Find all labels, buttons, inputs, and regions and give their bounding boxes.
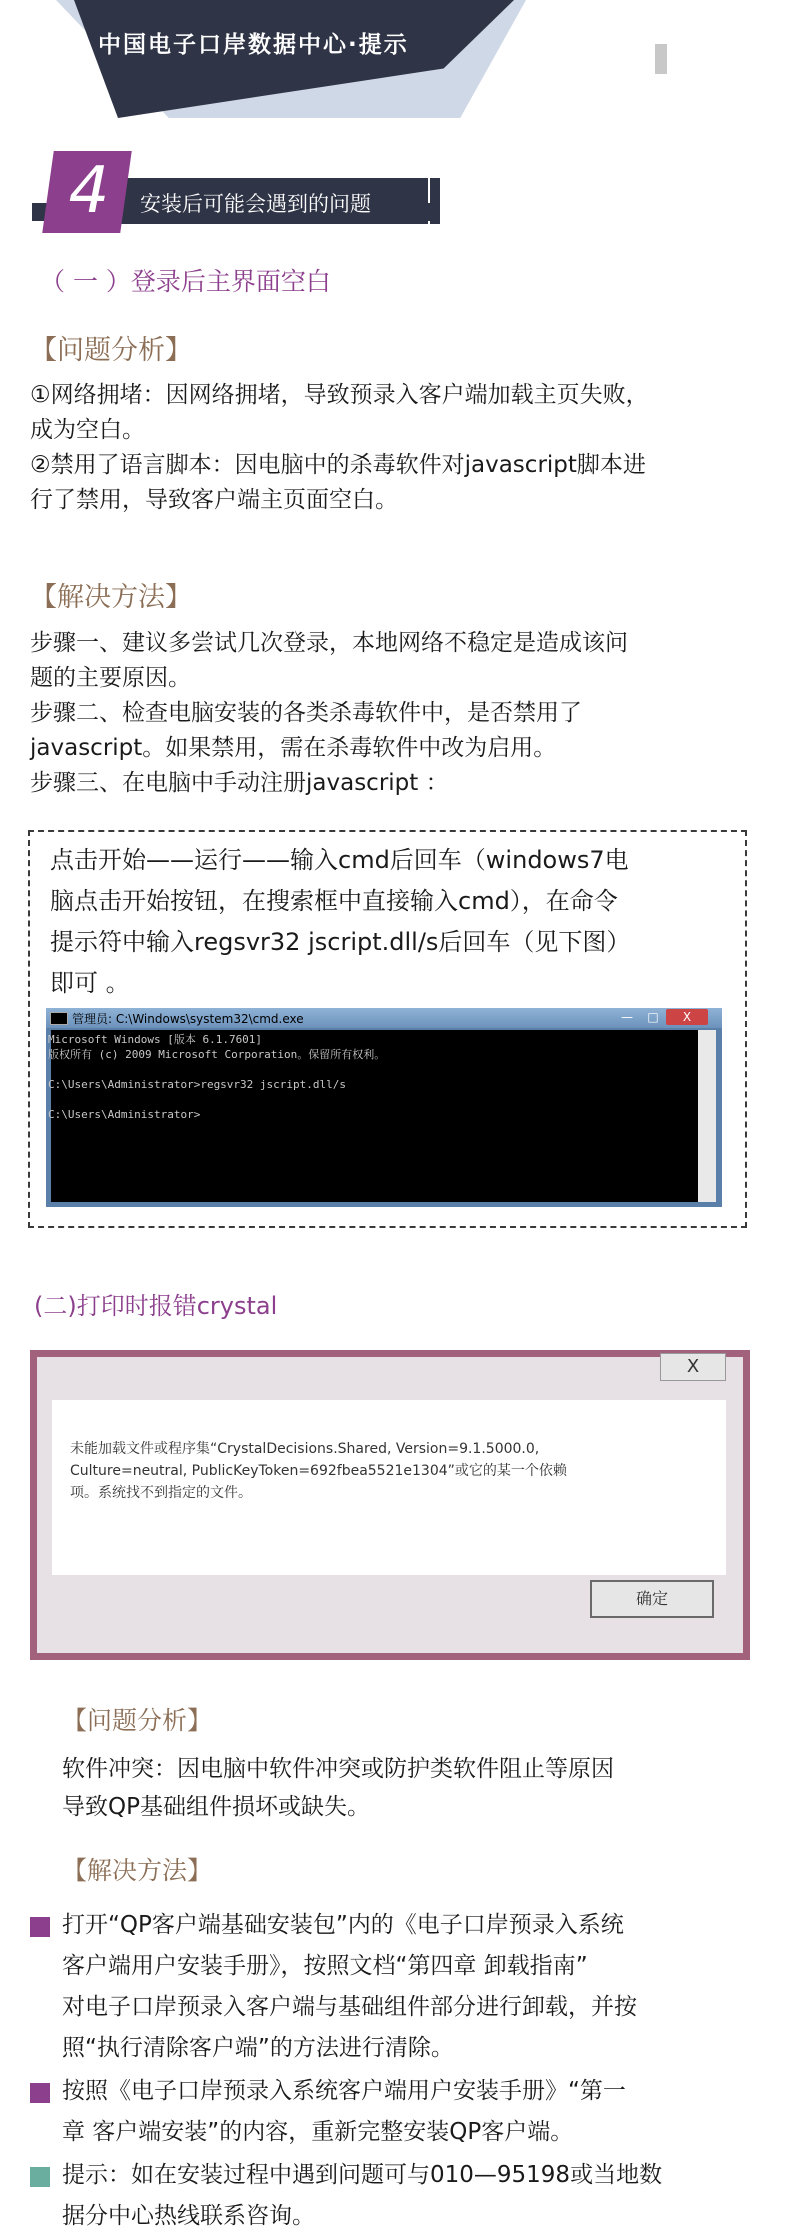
instruction-line: 点击开始——运行——输入cmd后回车（windows7电 [50,846,629,874]
solution-line: 按照《电子口岸预录入系统客户端用户安装手册》“第一 [62,2078,626,2104]
section-bar-end [430,178,440,224]
part2-analysis-line: 软件冲突：因电脑中软件冲突或防护类软件阻止等原因 [62,1756,614,1782]
part1-analysis-line: ①网络拥堵：因网络拥堵，导致预录入客户端加载主页失败， [30,382,649,408]
solution-line: 对电子口岸预录入客户端与基础组件部分进行卸载，并按 [62,1994,637,2020]
part1-analysis-line: 行了禁用，导致客户端主页面空白。 [30,487,398,513]
part1-step-line: javascript。如果禁用，需在杀毒软件中改为启用。 [30,735,557,761]
part1-solution-label: 【解决方法】 [30,582,192,613]
dialog-message [70,1438,567,1504]
solution-line: 打开“QP客户端基础安装包”内的《电子口岸预录入系统 [62,1912,624,1938]
cmd-titlebar [46,1008,722,1028]
tip-line: 提示：如在安装过程中遇到问题可与010—95198或当地数 [62,2162,663,2188]
instruction-line: 提示符中输入regsvr32 jscript.dll/s后回车（见下图） [50,928,631,956]
minimize-button[interactable]: — [621,1010,633,1024]
part1-heading: （ 一 ）登录后主界面空白 [40,267,331,296]
cmd-scrollbar[interactable] [698,1030,716,1202]
part1-step-line: 步骤三、在电脑中手动注册javascript ： [30,770,449,796]
dialog-close-button[interactable]: X [660,1353,726,1381]
cmd-line [48,1062,385,1077]
cmd-window-title: 管理员: C:\Windows\system32\cmd.exe [72,1012,304,1026]
solution-line: 章 客户端安装”的内容，重新完整安装QP客户端。 [62,2119,574,2145]
cmd-line: C:\Users\Administrator>regsvr32 jscript.dll/s [48,1078,347,1091]
solution-line: 客户端用户安装手册》，按照文档“第四章 卸载指南” [62,1953,588,1979]
bullet-square-icon [30,2083,50,2103]
bullet-square-icon [30,1917,50,1937]
part1-analysis-line: 成为空白。 [30,417,145,443]
cmd-scrollbar-thumb[interactable] [655,44,667,74]
solution-item [62,2071,626,2153]
part2-solution-label: 【解决方法】 [62,1856,213,1885]
bullet-square-icon [30,2167,50,2187]
solution-item [62,1905,637,2069]
instruction-line: 脑点击开始按钮，在搜索框中直接输入cmd），在命令 [50,887,618,915]
part1-step-line: 步骤一、建议多尝试几次登录，本地网络不稳定是造成该问 [30,630,628,656]
ok-button[interactable]: 确定 [590,1580,714,1618]
cmd-line: Microsoft Windows [版本 6.1.7601] [48,1033,263,1046]
maximize-button[interactable]: □ [647,1010,659,1024]
part1-analysis-line: ②禁用了语言脚本：因电脑中的杀毒软件对javascript脚本进 [30,452,646,478]
part1-analysis [30,378,649,518]
header-title: 中国电子口岸数据中心·提示 [98,32,409,58]
part2-analysis-line: 导致QP基础组件损坏或缺失。 [62,1794,370,1820]
cmd-line: 版权所有 (c) 2009 Microsoft Corporation。保留所有权利。 [48,1048,386,1061]
section-number: 4 [68,154,110,228]
close-button[interactable]: X [666,1009,708,1025]
instruction-line: 即可 。 [50,969,130,997]
part1-steps [30,626,628,801]
part2-analysis [62,1750,614,1826]
tip-line: 据分中心热线联系咨询。 [62,2203,315,2229]
cmd-line: C:\Users\Administrator> [48,1108,201,1121]
solution-line: 照“执行清除客户端”的方法进行清除。 [62,2035,454,2061]
cmd-icon [50,1012,68,1025]
part1-step-line: 步骤二、检查电脑安装的各类杀毒软件中，是否禁用了 [30,700,582,726]
part1-step-line: 题的主要原因。 [30,665,191,691]
part1-analysis-label: 【问题分析】 [30,335,192,366]
cmd-output [48,1032,385,1122]
dialog-message-line: 项。系统找不到指定的文件。 [70,1485,252,1501]
instruction-text [50,840,630,1004]
dialog-message-line: 未能加载文件或程序集“CrystalDecisions.Shared, Version=9.1.5000.0, [70,1441,540,1457]
cmd-line [48,1092,385,1107]
dialog-message-line: Culture=neutral, PublicKeyToken=692fbea5521e1304”或它的某一个依赖 [70,1463,567,1479]
section-title: 安装后可能会遇到的问题 [140,192,371,216]
part2-analysis-label: 【问题分析】 [62,1706,213,1735]
part2-heading: (二)打印时报错crystal [34,1292,278,1320]
